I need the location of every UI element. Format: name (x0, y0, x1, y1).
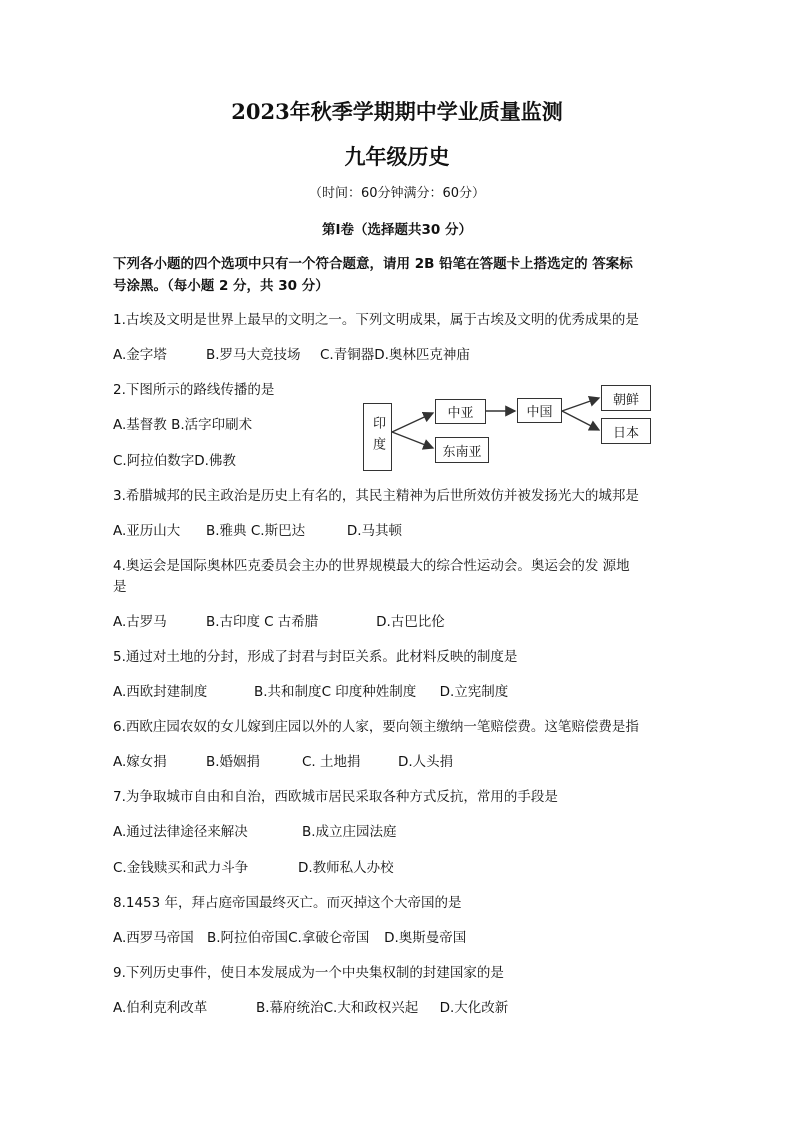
option: A.亚历山大 (113, 523, 181, 539)
option: C 古希腊 (264, 614, 319, 630)
question-6-stem: 6.西欧庄园农奴的女儿嫁到庄园以外的人家，要向领主缴纳一笔赔偿费。这笔赔偿费是指 (113, 719, 639, 735)
question-6-options (113, 751, 453, 773)
option: C.青铜器 (320, 347, 375, 363)
arrow-origin-to-central-asia (392, 413, 433, 432)
question-5-options (113, 681, 508, 703)
instructions-line-2: 号涂黑。（每小题 2 分，共 30 分） (113, 278, 329, 294)
question-1-options (113, 344, 470, 366)
option: B.活字印刷术 (171, 417, 253, 433)
spread-route-diagram (357, 380, 657, 475)
option: D.奥林匹克神庙 (374, 347, 470, 363)
option: B.幕府统治 (256, 1000, 324, 1016)
question-3-stem: 3.希腊城邦的民主政治是历史上有名的，其民主精神为后世所效仿并被发扬光大的城邦是 (113, 488, 639, 504)
question-4-stem: 4.奥运会是国际奥林匹克委员会主办的世界规模最大的综合性运动会。奥运会的发 源地 (113, 558, 630, 574)
option: D.教师私人办校 (298, 860, 394, 876)
option: D.奥斯曼帝国 (384, 930, 467, 946)
option: A.伯利克利改革 (113, 1000, 208, 1016)
exam-meta: （时间：60分钟满分：60分） (308, 186, 486, 201)
question-2-stem: 2.下图所示的路线传播的是 (113, 382, 275, 398)
question-8-options (113, 927, 466, 949)
question-3-options (113, 520, 402, 542)
option: C.大和政权兴起 (323, 1000, 419, 1016)
option: A.通过法律途径来解决 (113, 824, 248, 840)
option: B.雅典 (206, 523, 247, 539)
option: D.佛教 (194, 453, 236, 469)
node-southeast-asia: 东南亚 (435, 437, 489, 463)
option: C 印度种姓制度 (321, 684, 417, 700)
option: D.大化改新 (439, 1000, 509, 1016)
node-origin: 印度 (363, 403, 392, 471)
option: D.古巴比伦 (376, 614, 445, 630)
option: B.婚姻捐 (206, 754, 261, 770)
arrow-origin-to-southeast-asia (392, 432, 433, 448)
question-4-stem-cont: 是 (113, 579, 127, 595)
option: D.马其顿 (346, 523, 403, 539)
option: B.共和制度 (254, 684, 322, 700)
option: C. 土地捐 (302, 754, 361, 770)
option: D.人头捐 (398, 754, 454, 770)
question-5-stem: 5.通过对土地的分封，形成了封君与封臣关系。此材料反映的制度是 (113, 649, 518, 665)
exam-subject: 九年级历史 (344, 144, 450, 169)
option: C.斯巴达 (250, 523, 306, 539)
question-8-stem: 8.1453 年，拜占庭帝国最终灭亡。而灭掉这个大帝国的是 (113, 895, 462, 911)
option: B.罗马大竞技场 (206, 347, 301, 363)
option: A.基督教 (113, 417, 167, 433)
option: A.西欧封建制度 (113, 684, 208, 700)
option: A.古罗马 (113, 614, 167, 630)
arrow-china-to-japan (562, 411, 599, 430)
question-7-stem: 7.为争取城市自由和自治，西欧城市居民采取各种方式反抗，常用的手段是 (113, 789, 558, 805)
option: A.金字塔 (113, 347, 167, 363)
option: C.拿破仑帝国 (288, 930, 370, 946)
node-japan: 日本 (601, 418, 651, 444)
question-2-options-cd (113, 450, 236, 472)
node-korea: 朝鲜 (601, 385, 651, 411)
option: C.金钱赎买和武力斗争 (113, 860, 249, 876)
section-heading: 第Ⅰ卷（选择题共30 分） (321, 222, 472, 238)
question-1-stem: 1.古埃及文明是世界上最早的文明之一。下列文明成果，属于古埃及文明的优秀成果的是 (113, 312, 639, 328)
question-7-options-cd (113, 857, 394, 879)
option: B.古印度 (206, 614, 261, 630)
option: B.成立庄园法庭 (302, 824, 397, 840)
node-china: 中国 (517, 398, 562, 423)
option: B.阿拉伯帝国 (207, 930, 289, 946)
option: A.西罗马帝国 (113, 930, 194, 946)
question-9-stem: 9.下列历史事件，使日本发展成为一个中央集权制的封建国家的是 (113, 965, 504, 981)
exam-title: 2023年秋季学期期中学业质量监测 (231, 99, 563, 124)
instructions-line-1: 下列各小题的四个选项中只有一个符合题意，请用 2B 铅笔在答题卡上搭选定的 答案标 (113, 256, 633, 272)
node-central-asia: 中亚 (435, 399, 486, 424)
option: C.阿拉伯数字 (113, 453, 195, 469)
question-7-options-ab (113, 821, 397, 843)
question-9-options (113, 997, 508, 1019)
option: D.立宪制度 (439, 684, 509, 700)
option: A.嫁女捐 (113, 754, 167, 770)
arrow-china-to-korea (562, 398, 599, 411)
question-4-options (113, 611, 445, 633)
question-2-options-ab (113, 414, 252, 436)
